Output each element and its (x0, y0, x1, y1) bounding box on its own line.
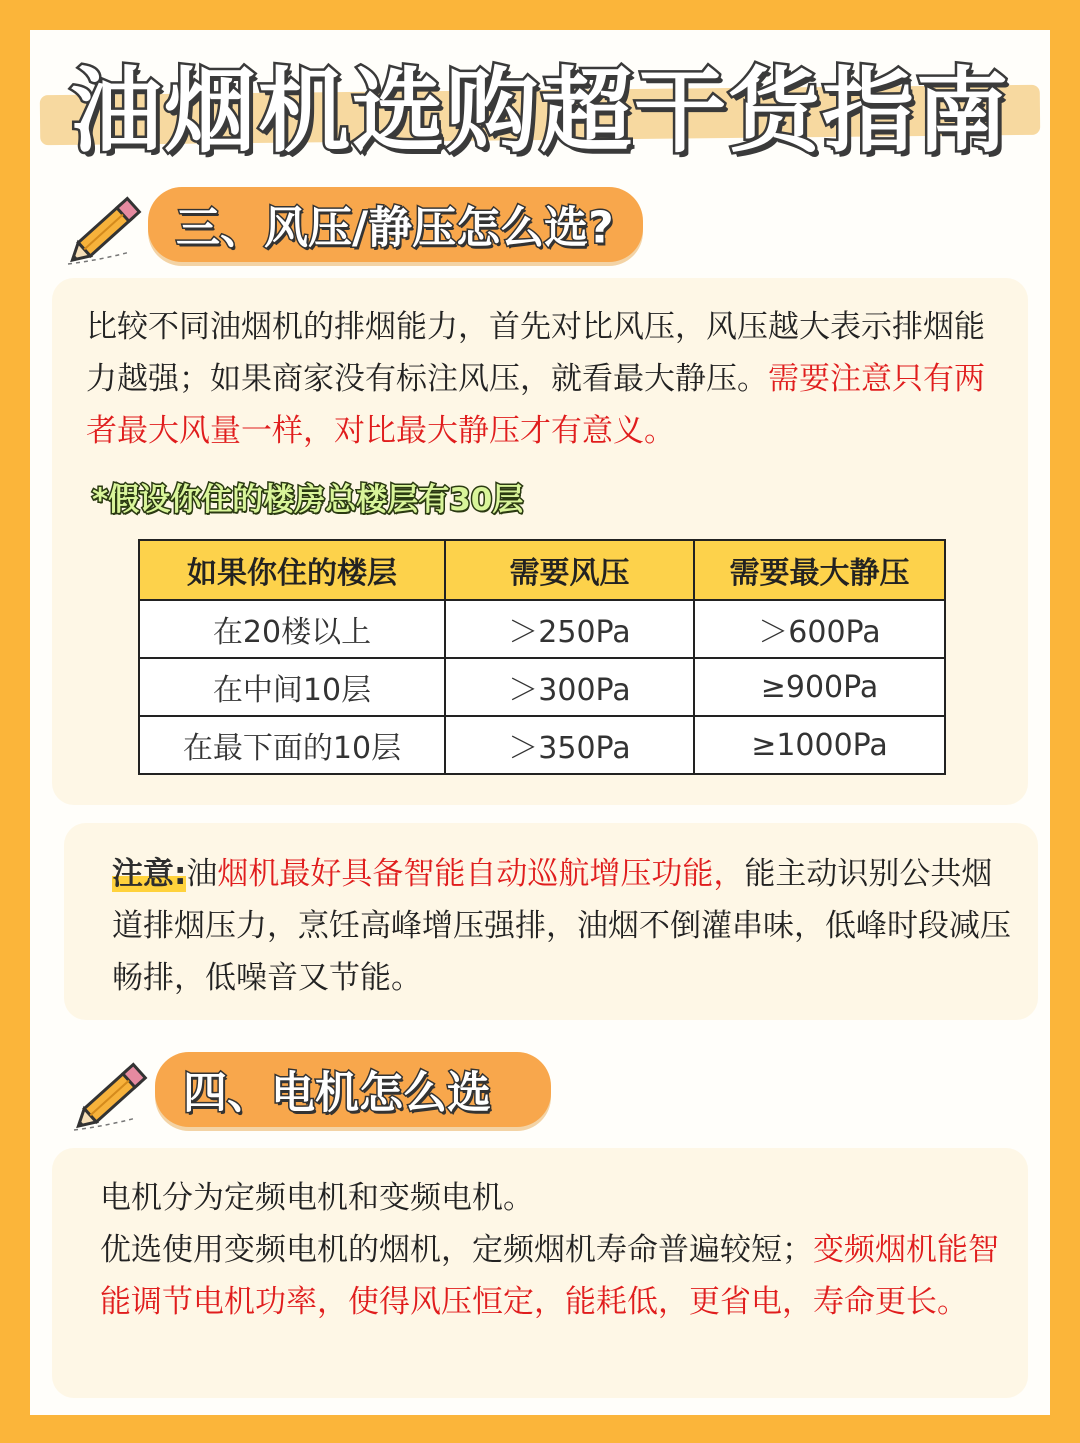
table-header-cell: 需要最大静压 (694, 540, 945, 600)
title-banner (0, 0, 1080, 170)
section3-text: 比较不同油烟机的排烟能力，首先对比风压，风压越大表示排烟能力越强；如果商家没有标注风压，就看最大静压。 (86, 309, 985, 397)
table-cell: ＞300Pa (445, 658, 694, 716)
section4-heading: 四、电机怎么选 (183, 1067, 491, 1119)
table-cell: ＞600Pa (694, 600, 945, 658)
table-cell: ≥1000Pa (694, 716, 945, 774)
section4-red-text: 变频烟机能智能调节电机功率，使得风压恒定，能耗低，更省电，寿命更长。 (100, 1232, 999, 1320)
table-header-row (139, 540, 945, 600)
table-row (139, 716, 945, 774)
section4-heading-pill (155, 1052, 551, 1127)
notice-text-2: 能主动识别公共烟道排烟压力，烹饪高峰增压强排，油烟不倒灌串味，低峰时段减压畅排，低噪音又节能。 (112, 856, 1011, 996)
pencil-icon (60, 190, 155, 270)
section3-red-text: 需要注意只有两者最大风量一样，对比最大静压才有意义。 (86, 361, 985, 449)
page-title: 油烟机选购超干货指南 (69, 58, 1010, 165)
notice-red-text: 烟机最好具备智能自动巡航增压功能， (217, 856, 745, 892)
pencil-icon (66, 1056, 161, 1136)
notice-label: 注意: (112, 856, 187, 892)
section3-paragraph (86, 301, 1006, 457)
assumption-note: *假设你住的楼房总楼层有30层 (92, 482, 524, 518)
notice-text-1: 油 (186, 856, 218, 892)
table-cell: ＞350Pa (445, 716, 694, 774)
notice-paragraph (112, 848, 1017, 1004)
section3-heading-pill (148, 187, 643, 262)
table-row (139, 658, 945, 716)
table-cell: 在最下面的10层 (139, 716, 445, 774)
section4-text: 优选使用变频电机的烟机，定频烟机寿命普遍较短； (100, 1232, 813, 1268)
section3-heading: 三、风压/静压怎么选? (176, 202, 614, 254)
table-cell: 在20楼以上 (139, 600, 445, 658)
pressure-table (138, 539, 946, 775)
table-header-cell: 如果你住的楼层 (139, 540, 445, 600)
table-cell: ≥900Pa (694, 658, 945, 716)
table-header-cell: 需要风压 (445, 540, 694, 600)
table-cell: 在中间10层 (139, 658, 445, 716)
table-row (139, 600, 945, 658)
section4-paragraph (100, 1224, 1010, 1328)
section4-line1: 电机分为定频电机和变频电机。 (100, 1180, 534, 1216)
table-cell: ＞250Pa (445, 600, 694, 658)
